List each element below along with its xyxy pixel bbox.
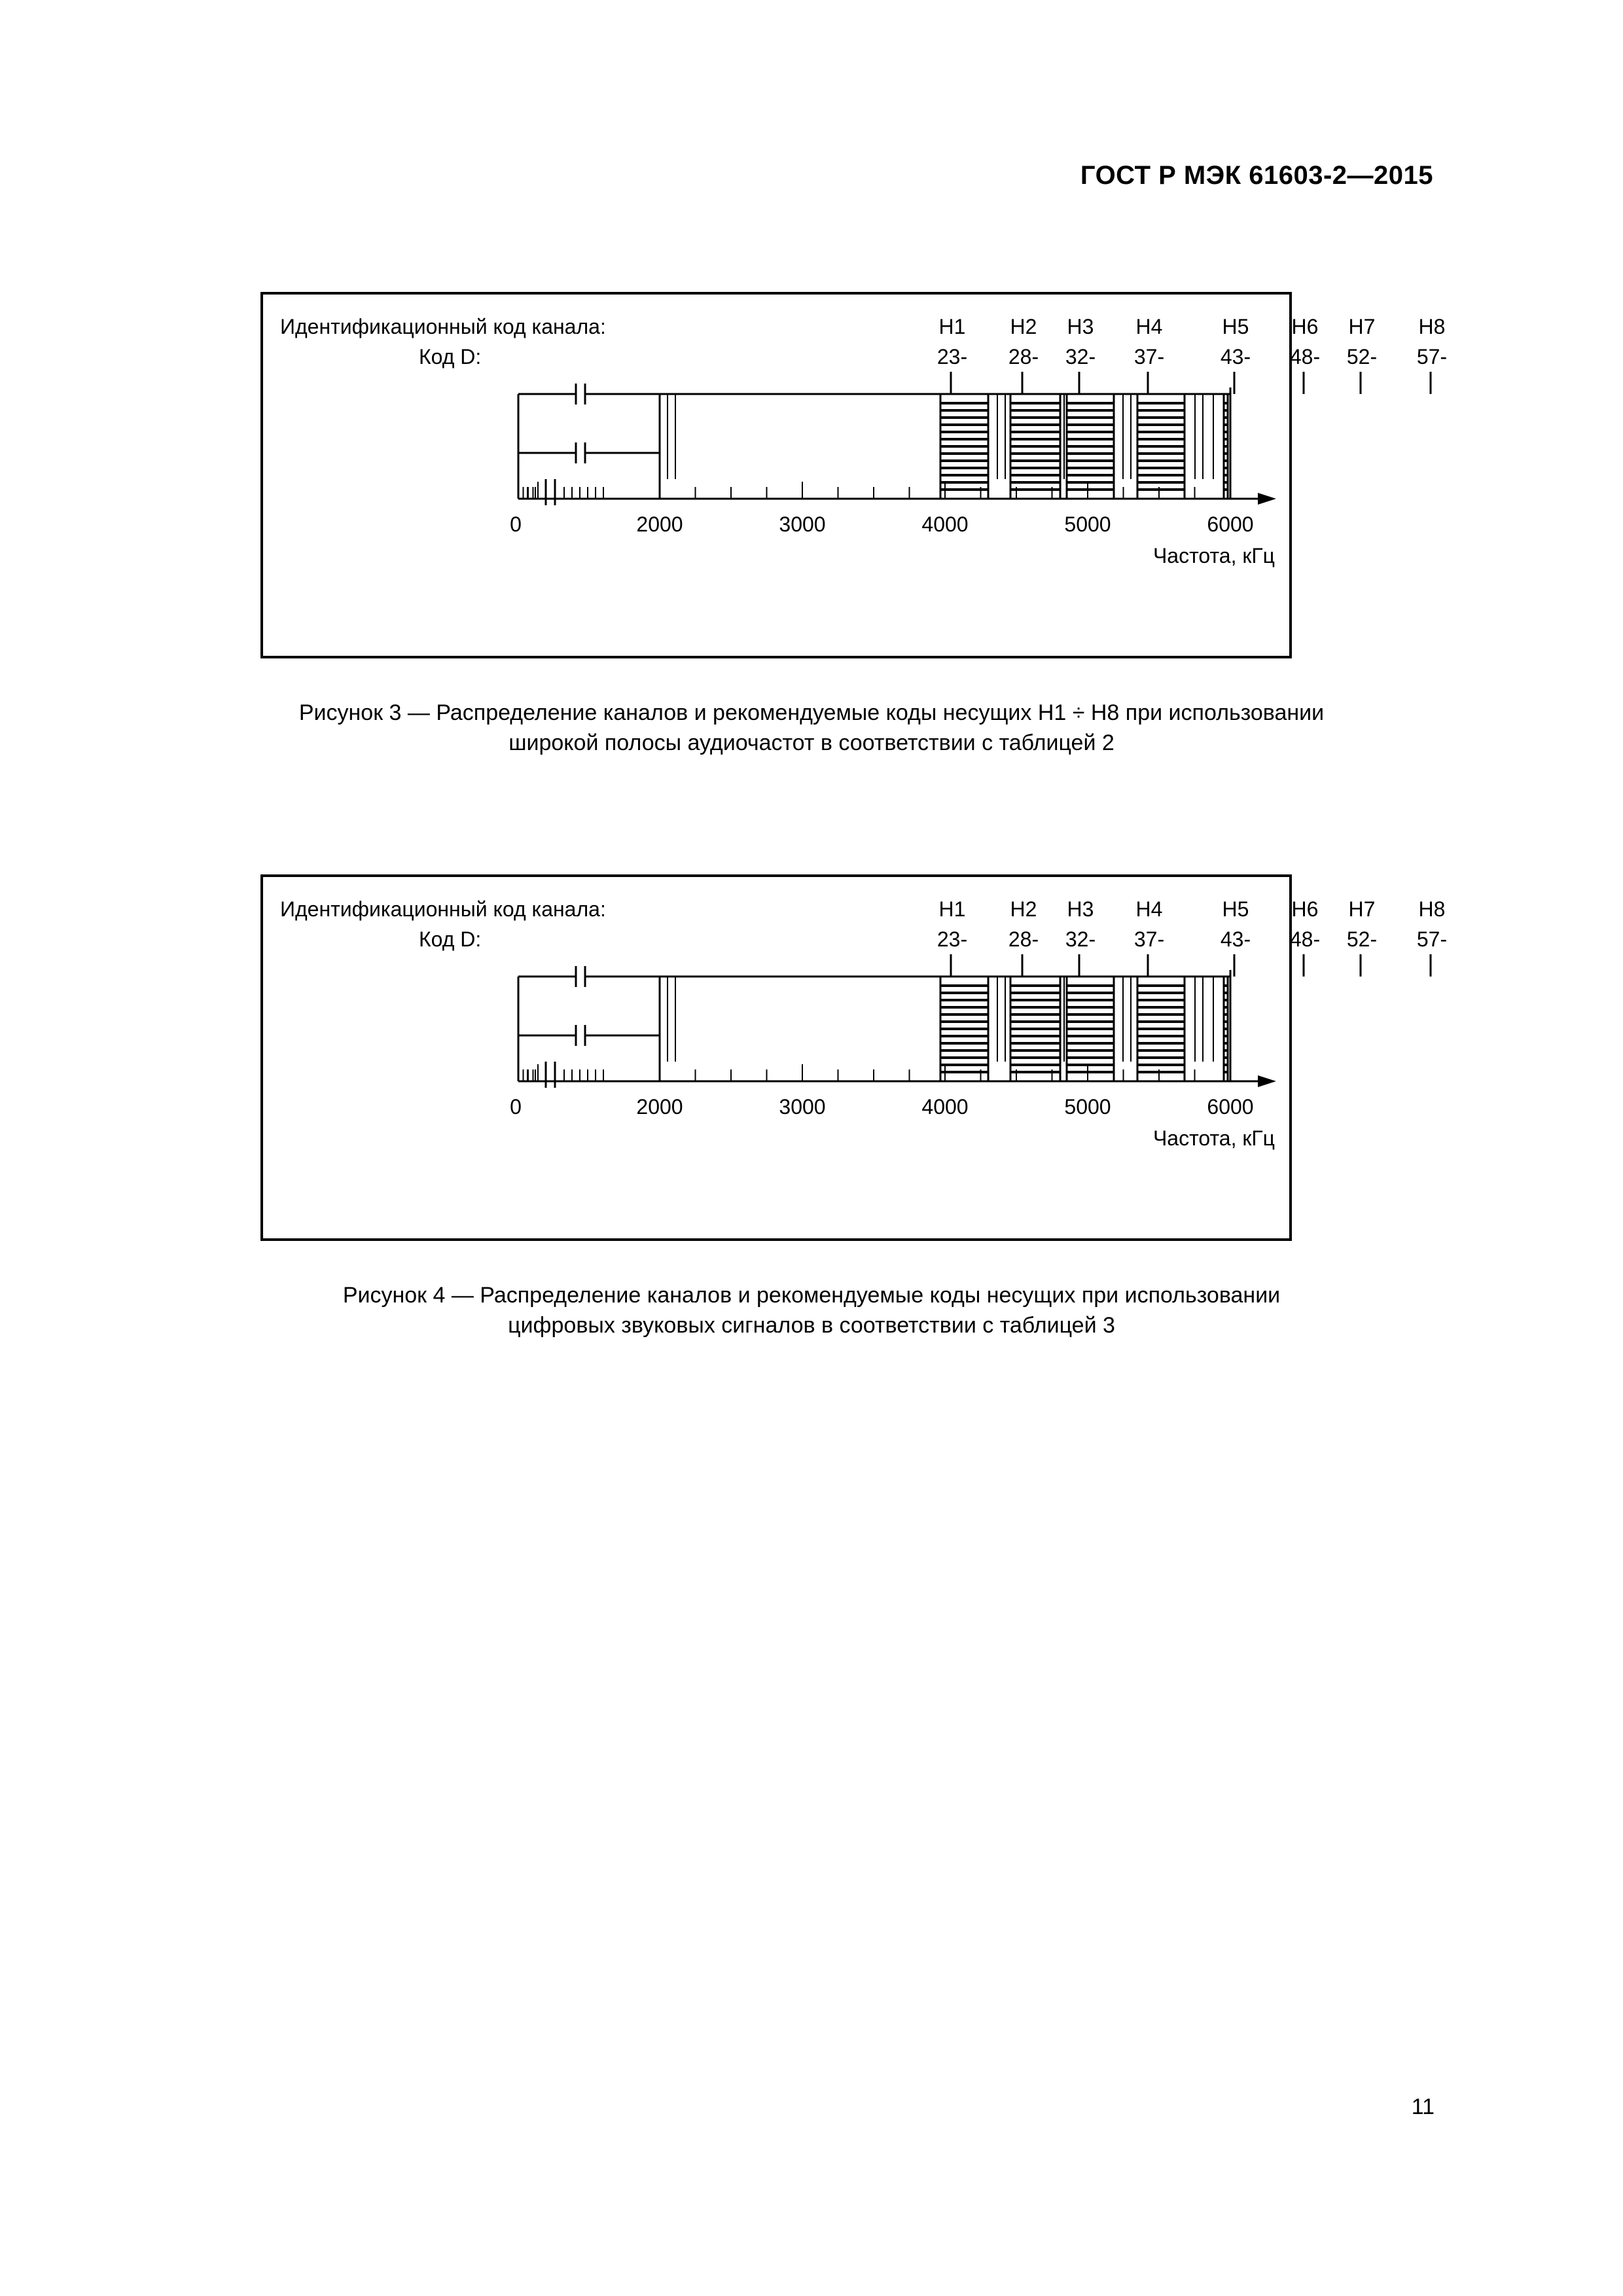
channel-code-H1: 23- bbox=[936, 927, 968, 951]
channel-name-H1: H1 bbox=[938, 315, 966, 338]
channel-name-H8: H8 bbox=[1418, 315, 1446, 338]
channel-name-H7: H7 bbox=[1348, 897, 1376, 921]
channel-code-H5: 43- bbox=[1220, 345, 1251, 368]
channel-code-H8: 57- bbox=[1416, 927, 1448, 951]
channel-code-H4: 37- bbox=[1133, 927, 1165, 951]
figure-4-diagram bbox=[260, 874, 1448, 1241]
code-d-label: Код D: bbox=[419, 927, 482, 951]
channel-code-H2: 28- bbox=[1008, 927, 1039, 951]
channel-name-H8: H8 bbox=[1418, 897, 1446, 921]
page-number: 11 bbox=[1411, 2094, 1435, 2119]
axis-tick-label: 3000 bbox=[779, 1095, 826, 1119]
code-d-label: Код D: bbox=[419, 345, 482, 368]
channel-id-label: Идентификационный код канала: bbox=[280, 315, 606, 338]
channel-code-H3: 32- bbox=[1065, 345, 1096, 368]
axis-tick-label: 3000 bbox=[779, 512, 826, 536]
figure-3-diagram bbox=[260, 292, 1448, 658]
channel-name-H5: H5 bbox=[1222, 315, 1249, 338]
channel-code-H3: 32- bbox=[1065, 927, 1096, 951]
channel-id-label: Идентификационный код канала: bbox=[280, 897, 606, 921]
channel-name-H4: H4 bbox=[1135, 897, 1163, 921]
channel-code-H5: 43- bbox=[1220, 927, 1251, 951]
axis-tick-label: 6000 bbox=[1207, 512, 1254, 536]
channel-code-H6: 48- bbox=[1289, 345, 1321, 368]
channel-name-H3: H3 bbox=[1067, 315, 1094, 338]
figure-4-svg bbox=[263, 877, 1448, 1238]
channel-name-H3: H3 bbox=[1067, 897, 1094, 921]
channel-code-H1: 23- bbox=[936, 345, 968, 368]
caption-line: широкой полосы аудиочастот в соответствии с таблицей 2 bbox=[508, 730, 1115, 755]
axis-tick-label: 0 bbox=[510, 512, 522, 536]
channel-name-H7: H7 bbox=[1348, 315, 1376, 338]
channel-name-H6: H6 bbox=[1291, 897, 1319, 921]
channel-name-H6: H6 bbox=[1291, 315, 1319, 338]
channel-code-H4: 37- bbox=[1133, 345, 1165, 368]
axis-tick-label: 5000 bbox=[1064, 512, 1111, 536]
channel-code-H7: 52- bbox=[1346, 345, 1378, 368]
axis-unit-label: Частота, кГц bbox=[1152, 1126, 1275, 1150]
axis-tick-label: 4000 bbox=[921, 1095, 969, 1119]
channel-name-H5: H5 bbox=[1222, 897, 1249, 921]
figure-3-svg bbox=[263, 295, 1448, 656]
channel-code-H2: 28- bbox=[1008, 345, 1039, 368]
channel-code-H7: 52- bbox=[1346, 927, 1378, 951]
channel-name-H1: H1 bbox=[938, 897, 966, 921]
channel-name-H4: H4 bbox=[1135, 315, 1163, 338]
figure-3-caption bbox=[0, 698, 1623, 758]
caption-line: Рисунок 4 — Распределение каналов и рекомендуемые коды несущих при использовании bbox=[342, 1283, 1281, 1308]
axis-arrow-head bbox=[1258, 1075, 1276, 1087]
channel-code-H6: 48- bbox=[1289, 927, 1321, 951]
axis-unit-label: Частота, кГц bbox=[1152, 544, 1275, 567]
channel-name-H2: H2 bbox=[1010, 897, 1037, 921]
axis-tick-label: 0 bbox=[510, 1095, 522, 1119]
caption-line: Рисунок 3 — Распределение каналов и рекомендуемые коды несущих H1 ÷ H8 при использовании bbox=[298, 700, 1325, 725]
axis-tick-label: 2000 bbox=[636, 1095, 683, 1119]
axis-tick-label: 6000 bbox=[1207, 1095, 1254, 1119]
channel-code-H8: 57- bbox=[1416, 345, 1448, 368]
axis-tick-label: 4000 bbox=[921, 512, 969, 536]
axis-arrow-head bbox=[1258, 493, 1276, 505]
document-code: ГОСТ Р МЭК 61603-2—2015 bbox=[1080, 161, 1433, 190]
axis-tick-label: 2000 bbox=[636, 512, 683, 536]
channel-name-H2: H2 bbox=[1010, 315, 1037, 338]
figure-4-caption bbox=[0, 1280, 1623, 1340]
axis-tick-label: 5000 bbox=[1064, 1095, 1111, 1119]
caption-line: цифровых звуковых сигналов в соответствии с таблицей 3 bbox=[508, 1313, 1115, 1338]
